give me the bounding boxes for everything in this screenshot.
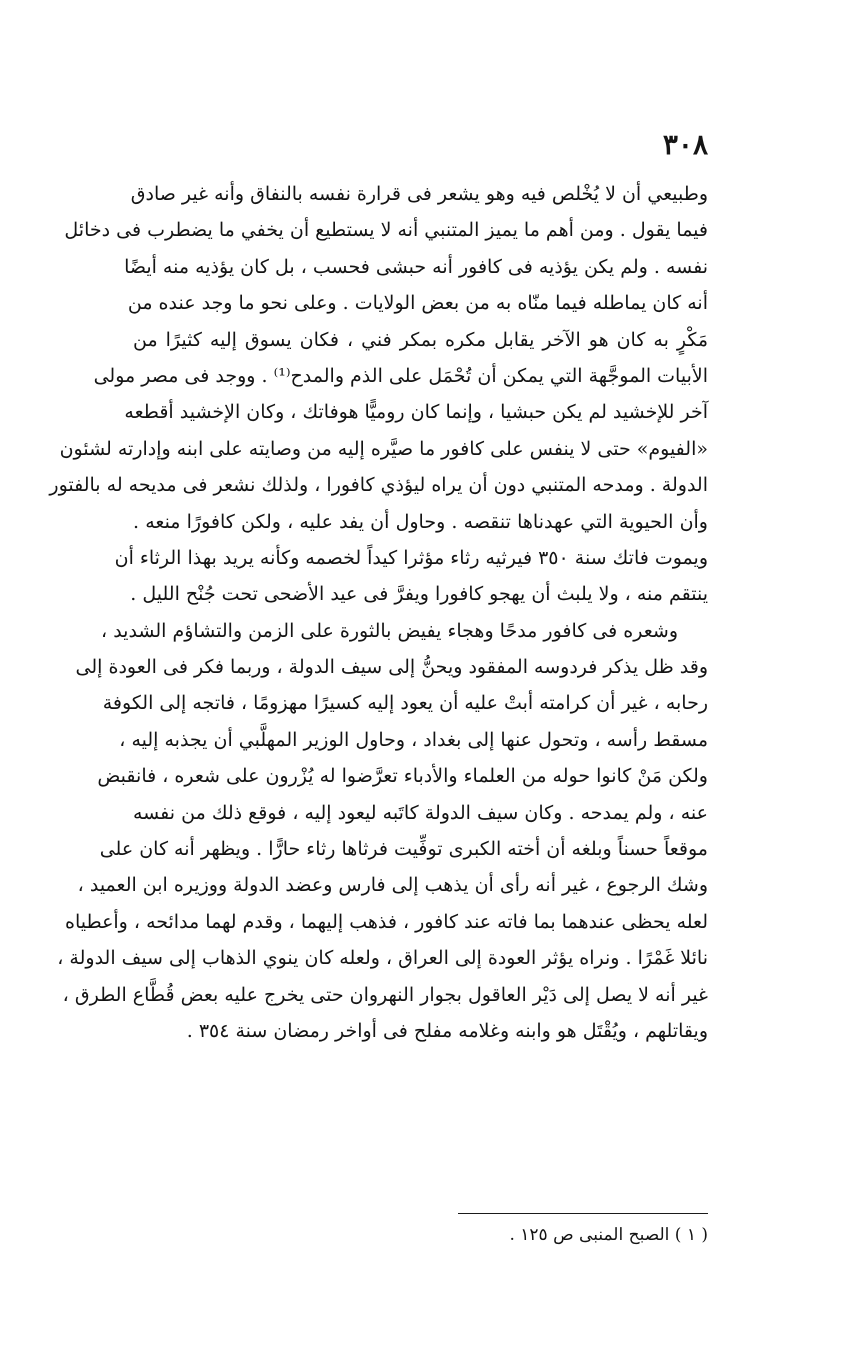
text-line: عنه ، ولم يمدحه . وكان سيف الدولة كاتَبه ليعود إليه ، فوقع ذلك من نفسه (133, 801, 708, 824)
text-line: فيما يقول . ومن أهم ما يميز المتنبي أنه لا يستطيع أن يخفي ما يضطرب فى دخائل (64, 219, 708, 242)
footnote: ( ١ ) الصبح المنبى ص ١٢٥ . (509, 1225, 708, 1245)
text-line: وأن الحيوية التي عهدناها تنقصه . وحاول أن يفد عليه ، ولكن كافورًا منعه . (133, 510, 708, 533)
text-line: نفسه . ولم يكن يؤذيه فى كافور أنه حبشى فحسب ، بل كان يؤذيه منه أيضًا (124, 255, 708, 278)
text-line: وشك الرجوع ، غير أنه رأى أن يذهب إلى فارس وعضد الدولة ووزيره ابن العميد ، (77, 874, 708, 897)
text-line: وطبيعي أن لا يُخْلص فيه وهو يشعر فى قرارة نفسه بالنفاق وأنه غير صادق (130, 183, 708, 205)
page-number: ٣٠٨ (662, 128, 708, 161)
text-line: مسقط رأسه ، وتحول عنها إلى بغداد ، وحاول الوزير المهلَّبي أن يجذبه إليه ، (119, 728, 708, 751)
footnote-separator (458, 1213, 708, 1214)
text-line: غير أنه لا يصل إلى دَيْر العاقول بجوار النهروان حتى يخرج عليه بعض قُطَّاع الطرق ، (62, 983, 708, 1006)
text-line: لعله يحظى عندهما بما فاته عند كافور ، فذهب إليهما ، وقدم لهما مدائحه ، وأعطياه (65, 910, 708, 933)
text-line: أنه كان يماطله فيما منّاه به من بعض الولايات . وعلى نحو ما وجد عنده من (127, 292, 708, 315)
text-line: مَكْرٍ به كان هو الآخر يقابل مكره بمكر فني ، فكان يسوق إليه كثيرًا من (133, 328, 708, 351)
text-line: موقعاً حسناً وبلغه أن أخته الكبرى توفِّيت فرثاها رثاء حارًّا . ويظهر أنه كان على (99, 838, 708, 861)
text-line: نائلا غَمْرًا . ونراه يؤثر العودة إلى العراق ، ولعله كان ينوي الذهاب إلى سيف الدولة ، (57, 947, 708, 970)
text-line: وشعره فى كافور مدحًا وهجاء يفيض بالثورة على الزمن والتشاؤم الشديد ، (101, 619, 678, 642)
text-line: ولكن مَنْ كانوا حوله من العلماء والأدباء تعرَّضوا له يُزْرون على شعره ، فانقبض (97, 765, 708, 788)
text-line: آخر للإخشيد لم يكن حبشيا ، وإنما كان روميًّا هوفاتك ، وكان الإخشيد أقطعه (124, 401, 708, 424)
text-line: رحابه ، غير أن كرامته أبتْ عليه أن يعود إليه كسيرًا مهزومًا ، فاتجه إلى الكوفة (102, 692, 708, 715)
text-line: «الفيوم» حتى لا ينفس على كافور ما صيَّره إليه من وصايته على ابنه وإدارته لشئون (59, 437, 708, 460)
text-line: ويقاتلهم ، ويُقْتَل هو وابنه وغلامه مفلح فى أواخر رمضان سنة ٣٥٤ . (186, 1019, 708, 1042)
text-line: الأبيات الموجَّهة التي يمكن أن تُحْمَل على الذم والمدح⁽¹⁾ . ووجد فى مصر مولى (93, 364, 708, 387)
text-line: ويموت فاتك سنة ٣٥٠ فيرثيه رثاء مؤثرا كيداً لخصمه وكأنه يريد بهذا الرثاء أن (114, 546, 708, 569)
body-text (49, 176, 708, 1049)
paragraph (49, 176, 708, 613)
text-line: ينتقم منه ، ولا يلبث أن يهجو كافورا ويفرَّ فى عيد الأضحى تحت جُنْح الليل . (130, 583, 708, 606)
paragraph (57, 613, 708, 1050)
text-line: الدولة . ومدحه المتنبي دون أن يراه ليؤذي كافورا ، ولذلك نشعر فى مديحه له بالفتور (49, 474, 708, 497)
text-line: وقد ظل يذكر فردوسه المفقود ويحنُّ إلى سيف الدولة ، وربما فكر فى العودة إلى (75, 656, 708, 679)
